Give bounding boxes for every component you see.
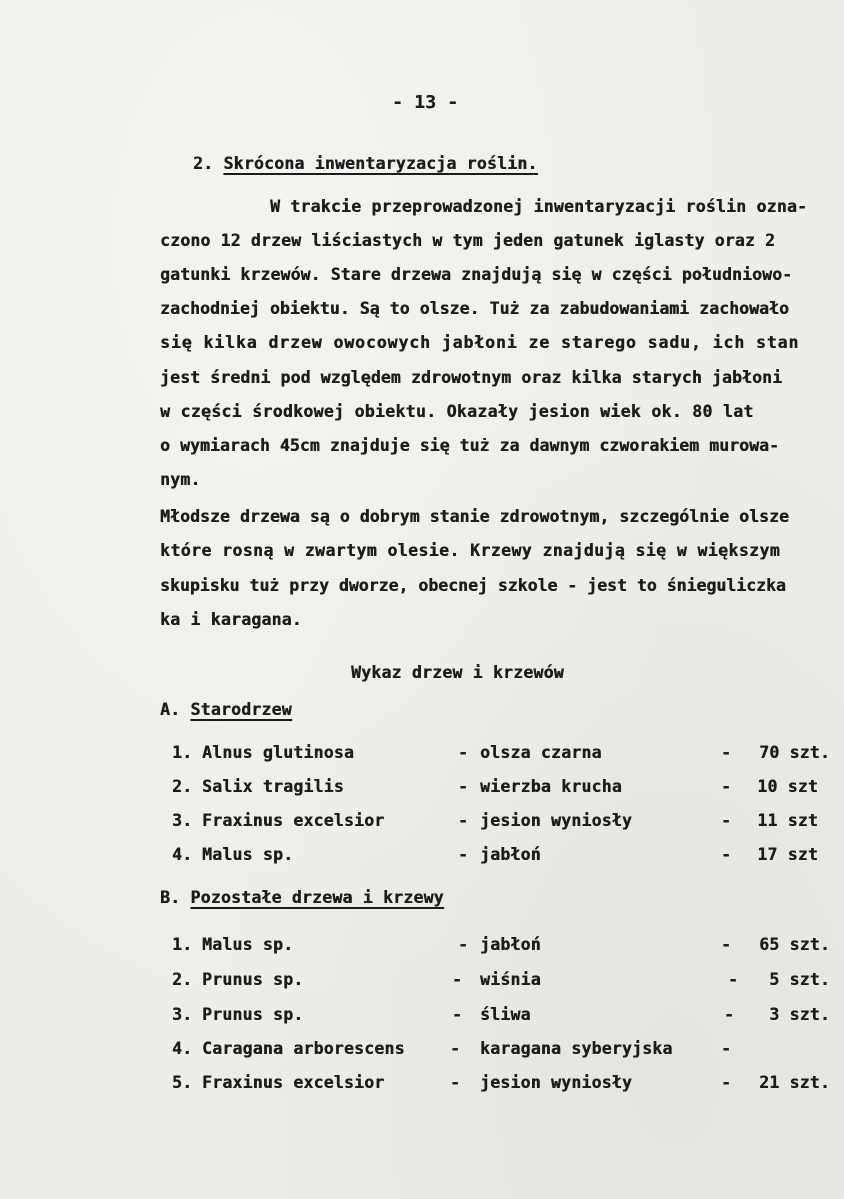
row-dash: - <box>452 970 463 989</box>
section-a-header <box>160 700 292 719</box>
row-number: 3. <box>172 811 193 830</box>
section-b-header <box>160 888 444 907</box>
row-dash: - <box>721 845 732 864</box>
row-latin-name: Caragana arborescens <box>202 1039 405 1058</box>
row-latin-name: Fraxinus excelsior <box>202 1073 385 1092</box>
row-number: 3. <box>172 1005 193 1024</box>
paragraph-line: W trakcie przeprowadzonej inwentaryzacji roślin ozna- <box>270 197 808 216</box>
heading-text: Skrócona inwentaryzacja roślin. <box>223 154 538 173</box>
row-latin-name: Prunus sp. <box>202 1005 304 1024</box>
row-latin-name: Alnus glutinosa <box>202 743 355 762</box>
paragraph-line: czono 12 drzew liściastych w tym jeden gatunek iglasty oraz 2 <box>160 231 776 250</box>
row-polish-name: jabłoń <box>480 845 541 864</box>
row-quantity: 3 szt. <box>769 1005 830 1024</box>
row-dash: - <box>721 1073 732 1092</box>
row-quantity: 70 szt. <box>759 743 830 762</box>
row-dash: - <box>450 1039 461 1058</box>
paragraph-line: nym. <box>160 470 201 489</box>
row-quantity: 11 szt <box>757 811 818 830</box>
row-quantity: 17 szt <box>757 845 818 864</box>
row-dash: - <box>452 1005 463 1024</box>
row-latin-name: Fraxinus excelsior <box>202 811 385 830</box>
row-polish-name: jesion wyniosły <box>480 1073 633 1092</box>
section-a-letter: A. <box>160 700 181 719</box>
section-heading <box>193 154 538 173</box>
row-polish-name: wiśnia <box>480 970 541 989</box>
page-number: - 13 - <box>392 92 459 113</box>
row-dash: - <box>458 811 469 830</box>
paragraph-line: które rosną w zwartym olesie. Krzewy znajdują się w większym <box>160 541 781 560</box>
heading-number: 2. <box>193 154 214 173</box>
row-number: 2. <box>172 777 193 796</box>
row-dash: - <box>458 845 469 864</box>
row-number: 4. <box>172 1039 193 1058</box>
row-latin-name: Salix tragilis <box>202 777 344 796</box>
paragraph-line: gatunki krzewów. Stare drzewa znajdują się w części południowo- <box>160 265 793 284</box>
paragraph-line: ka i karagana. <box>160 610 302 629</box>
paragraph-line: jest średni pod względem zdrowotnym oraz kilka starych jabłoni <box>160 368 783 387</box>
section-b-letter: B. <box>160 888 181 907</box>
row-dash: - <box>458 743 469 762</box>
row-quantity: 10 szt <box>757 777 818 796</box>
row-dash: - <box>458 935 469 954</box>
paragraph-line: o wymiarach 45cm znajduje się tuż za dawnym czworakiem murowa- <box>160 436 779 455</box>
row-dash: - <box>721 743 732 762</box>
row-quantity: 65 szt. <box>759 935 830 954</box>
row-quantity: 5 szt. <box>769 970 830 989</box>
section-a-title: Starodrzew <box>190 700 292 719</box>
row-dash: - <box>721 935 732 954</box>
row-polish-name: jabłoń <box>480 935 541 954</box>
row-number: 5. <box>172 1073 193 1092</box>
row-number: 1. <box>172 935 193 954</box>
row-number: 2. <box>172 970 193 989</box>
row-latin-name: Prunus sp. <box>202 970 304 989</box>
paragraph-line: się kilka drzew owocowych jabłoni ze starego sadu, ich stan <box>160 333 800 352</box>
row-dash: - <box>724 1005 735 1024</box>
row-polish-name: olsza czarna <box>480 743 602 762</box>
row-polish-name: wierzba krucha <box>480 777 622 796</box>
row-dash: - <box>721 811 732 830</box>
row-dash: - <box>721 1039 732 1058</box>
paragraph-line: w części środkowej obiektu. Okazały jesion wiek ok. 80 lat <box>160 402 754 421</box>
row-number: 1. <box>172 743 193 762</box>
list-title: Wykaz drzew i krzewów <box>351 663 564 682</box>
row-polish-name: karagana syberyjska <box>480 1039 673 1058</box>
section-b-title: Pozostałe drzewa i krzewy <box>190 888 444 907</box>
paragraph-line: Młodsze drzewa są o dobrym stanie zdrowotnym, szczególnie olsze <box>160 507 789 526</box>
row-latin-name: Malus sp. <box>202 845 294 864</box>
row-dash: - <box>450 1073 461 1092</box>
row-polish-name: śliwa <box>480 1005 531 1024</box>
row-quantity: 21 szt. <box>759 1073 830 1092</box>
row-number: 4. <box>172 845 193 864</box>
paragraph-line: skupisku tuż przy dworze, obecnej szkole - jest to śnieguliczka <box>160 576 786 595</box>
row-latin-name: Malus sp. <box>202 935 294 954</box>
row-dash: - <box>728 970 739 989</box>
row-polish-name: jesion wyniosły <box>480 811 633 830</box>
row-dash: - <box>458 777 469 796</box>
paragraph-line: zachodniej obiektu. Są to olsze. Tuż za zabudowaniami zachowało <box>160 299 789 318</box>
row-dash: - <box>721 777 732 796</box>
